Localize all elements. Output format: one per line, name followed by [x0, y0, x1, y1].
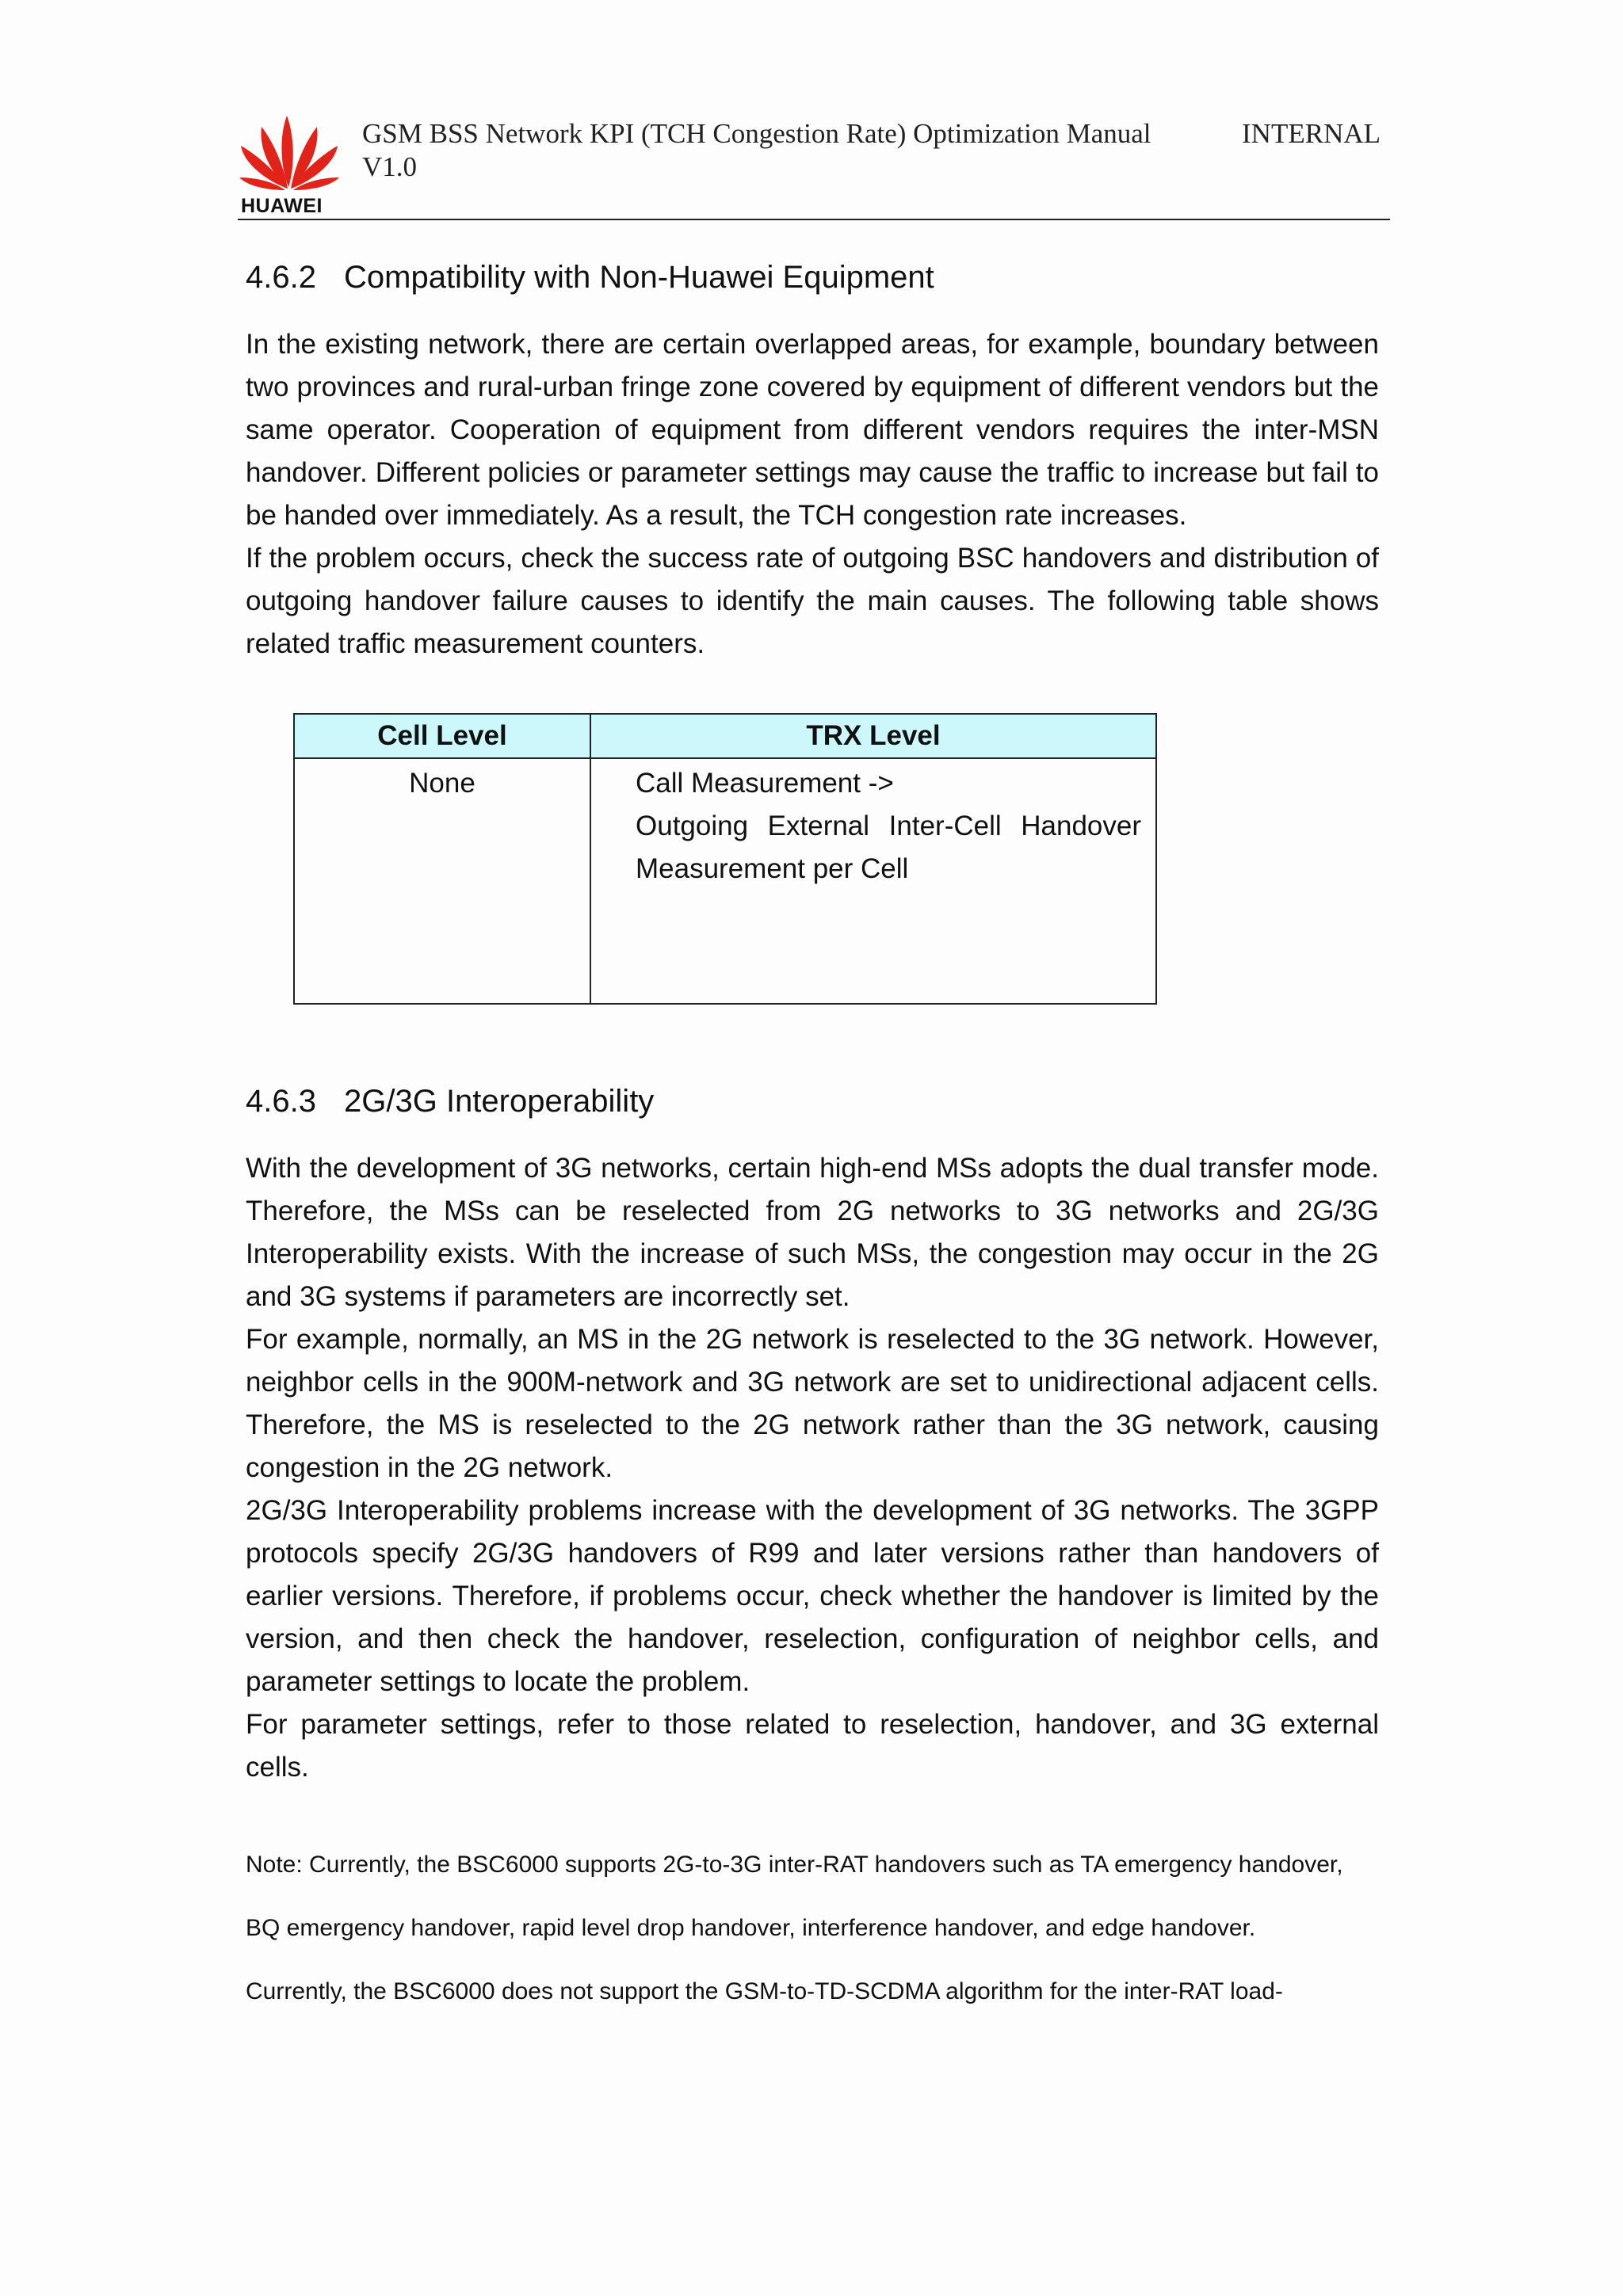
- classification-label: INTERNAL: [1242, 118, 1381, 149]
- page-header: [238, 103, 1390, 222]
- column-header-trx-level: TRX Level: [590, 714, 1156, 758]
- section-number: 4.6.2: [246, 260, 316, 295]
- table-cell-trx-level: [590, 758, 1156, 1004]
- paragraph: In the existing network, there are certain overlapped areas, for example, boundary between two provinces and rural-urban fringe zone covered by equipment of different vendors but the same operator. Cooperation of equipment from different vendors requires the inter-MSN handover. Different policies or parameter settings may cause the traffic to increase but fail to be handed over immediately. As a result, the TCH congestion rate increases.: [246, 329, 1379, 531]
- counter-path-line: Call Measurement ->: [636, 768, 894, 799]
- section-body-4-6-3: [246, 1147, 1379, 1789]
- huawei-petals-icon: [238, 113, 341, 192]
- note-block: [246, 1833, 1379, 2023]
- header-divider: [238, 219, 1390, 220]
- section-body-4-6-2: [246, 323, 1379, 666]
- table-header-row: [294, 714, 1156, 758]
- section-title: 2G/3G Interoperability: [344, 1084, 655, 1119]
- paragraph: For example, normally, an MS in the 2G network is reselected to the 3G network. However, neighbor cells in the 900M-network and 3G network are set to unidirectional adjacent cells. Therefore, the MS is reselected to the 2G network rather than the 3G network, causing congestion in the 2G network.: [246, 1324, 1379, 1483]
- paragraph: For parameter settings, refer to those related to reselection, handover, and 3G external cells.: [246, 1709, 1379, 1783]
- note-line: BQ emergency handover, rapid level drop handover, interference handover, and edge handover.: [246, 1915, 1256, 1941]
- counter-table: [293, 713, 1157, 1005]
- note-line: Note: Currently, the BSC6000 supports 2G-to-3G inter-RAT handovers such as TA emergency handover,: [246, 1852, 1343, 1878]
- section-title: Compatibility with Non-Huawei Equipment: [344, 260, 934, 295]
- counter-path-line: Outgoing External Inter-Cell Handover Measurement per Cell: [636, 810, 1141, 884]
- page-content: [246, 254, 1379, 2023]
- note-line: Currently, the BSC6000 does not support the GSM-to-TD-SCDMA algorithm for the inter-RAT load-: [246, 1978, 1283, 2004]
- huawei-logo: [238, 113, 341, 217]
- section-heading-4-6-2: [246, 254, 1379, 301]
- paragraph: 2G/3G Interoperability problems increase with the development of 3G networks. The 3GPP protocols specify 2G/3G handovers of R99 and later versions rather than handovers of earlier versions. Therefore, if problems occur, check whether the handover is limited by the version, and then check the handover, reselection, configuration of neighbor cells, and parameter settings to locate the problem.: [246, 1495, 1379, 1697]
- paragraph: With the development of 3G networks, certain high-end MSs adopts the dual transfer mode. Therefore, the MSs can be reselected from 2G networks to 3G networks and 2G/3G Interoperability exists. With the increase of such MSs, the congestion may occur in the 2G and 3G systems if parameters are incorrectly set.: [246, 1153, 1379, 1312]
- paragraph: If the problem occurs, check the success rate of outgoing BSC handovers and distribution of outgoing handover failure causes to identify the main causes. The following table shows related traffic measurement counters.: [246, 543, 1379, 659]
- logo-wordmark: HUAWEI: [241, 195, 323, 217]
- column-header-cell-level: Cell Level: [294, 714, 590, 758]
- table-row: [294, 758, 1156, 1004]
- table-cell-cell-level: None: [294, 758, 590, 1004]
- document-title: GSM BSS Network KPI (TCH Congestion Rate) Optimization Manual V1.0: [362, 118, 1151, 182]
- section-number: 4.6.3: [246, 1084, 316, 1119]
- section-heading-4-6-3: [246, 1077, 1379, 1125]
